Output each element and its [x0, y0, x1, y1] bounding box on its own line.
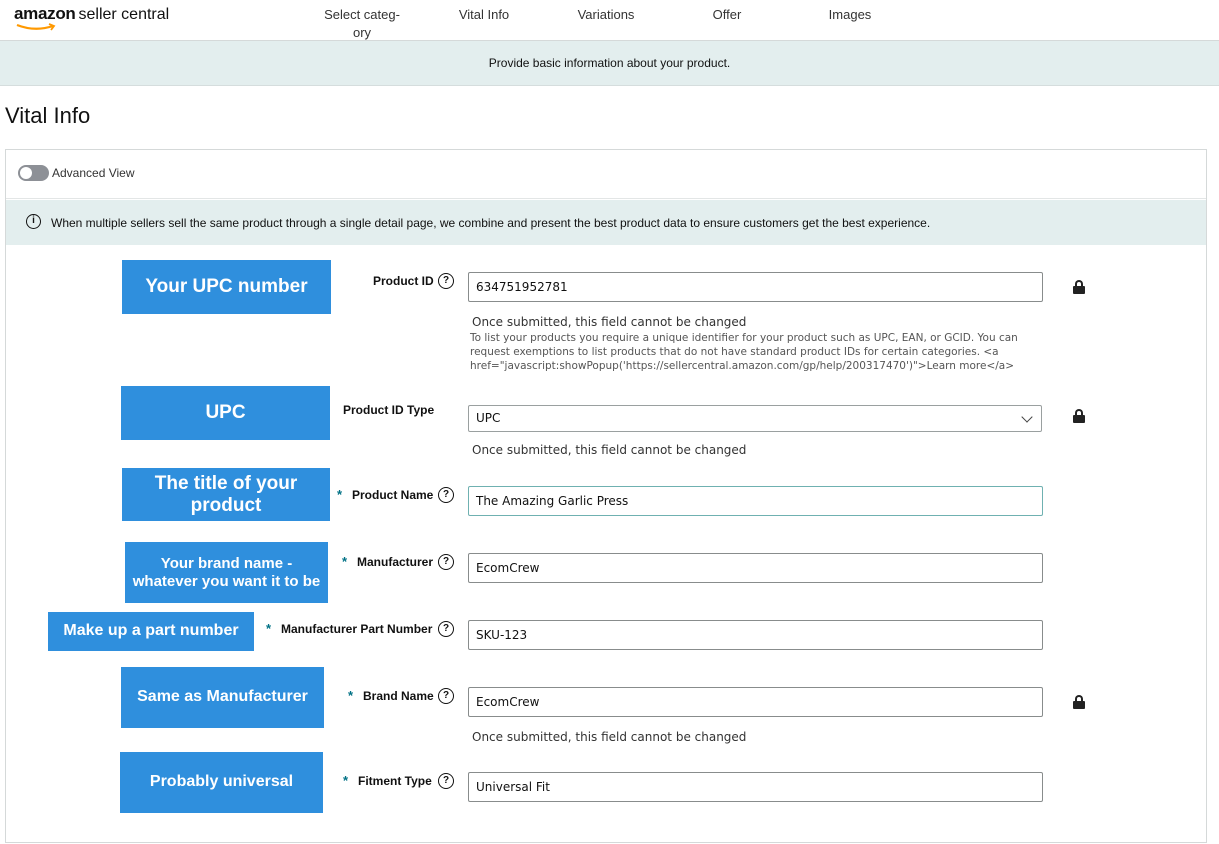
- callout-your-upc-number: Your UPC number: [122, 260, 331, 314]
- fitment-type-input[interactable]: Universal Fit: [468, 772, 1043, 802]
- step-select-category[interactable]: Select categ- ory: [324, 7, 400, 40]
- guidance-banner: [0, 41, 1219, 86]
- callout-upc: UPC: [121, 386, 330, 440]
- fitment-type-help-icon[interactable]: ?: [438, 773, 454, 789]
- info-notice: [6, 200, 1206, 245]
- brand-name-lock-icon: [1073, 695, 1085, 709]
- step-images[interactable]: Images: [828, 7, 872, 22]
- banner-text: Provide basic information about your product.: [488, 56, 731, 70]
- amazon-smile-icon: [15, 23, 59, 32]
- product-id-note: Once submitted, this field cannot be changed: [472, 315, 747, 329]
- part-number-required-mark: *: [266, 621, 272, 636]
- callout-probably-universal: Probably universal: [120, 752, 323, 813]
- brand-name-input[interactable]: EcomCrew: [468, 687, 1043, 717]
- product-id-help-icon[interactable]: ?: [438, 273, 454, 289]
- brand-name-label: Brand Name: [363, 689, 434, 703]
- part-number-label: Manufacturer Part Number: [281, 622, 433, 636]
- amazon-seller-central-logo[interactable]: [14, 4, 169, 30]
- product-id-type-select[interactable]: [468, 405, 1042, 432]
- product-id-input[interactable]: 634751952781: [468, 272, 1043, 302]
- product-name-help-icon[interactable]: ?: [438, 487, 454, 503]
- fitment-type-label: Fitment Type: [358, 774, 432, 788]
- product-name-required-mark: *: [337, 487, 343, 502]
- brand-name-note: Once submitted, this field cannot be changed: [472, 730, 747, 744]
- step-offer[interactable]: Offer: [712, 7, 742, 22]
- fitment-type-required-mark: *: [343, 773, 349, 788]
- step-variations[interactable]: Variations: [577, 7, 635, 22]
- top-navigation-bar: [0, 0, 1219, 41]
- product-id-type-label: Product ID Type: [343, 403, 435, 417]
- product-id-label: Product ID: [373, 274, 434, 288]
- manufacturer-input[interactable]: EcomCrew: [468, 553, 1043, 583]
- product-id-type-lock-icon: [1073, 409, 1085, 423]
- product-id-type-note: Once submitted, this field cannot be changed: [472, 443, 747, 457]
- manufacturer-help-icon[interactable]: ?: [438, 554, 454, 570]
- logo-amazon-text: amazon: [14, 4, 76, 23]
- brand-name-help-icon[interactable]: ?: [438, 688, 454, 704]
- info-icon: i: [26, 214, 41, 229]
- info-notice-text: When multiple sellers sell the same product through a single detail page, we combine and present the best product data to ensure customers get the best experience.: [51, 216, 931, 230]
- manufacturer-label: Manufacturer: [357, 555, 434, 569]
- page-title: Vital Info: [5, 103, 91, 128]
- advanced-view-row: [6, 150, 1206, 199]
- product-id-lock-icon: [1073, 280, 1085, 294]
- logo-seller-central-text: seller central: [78, 6, 170, 23]
- callout-same-as-manufacturer: Same as Manufacturer: [121, 667, 324, 728]
- advanced-view-toggle[interactable]: [18, 165, 49, 181]
- toggle-knob: [20, 167, 32, 179]
- product-name-input[interactable]: The Amazing Garlic Press: [468, 486, 1043, 516]
- callout-product-title: The title of your product: [122, 468, 330, 521]
- product-id-help-text: To list your products you require a unique identifier for your product such as UPC, EAN, or GCID. You can request exemptions to list products that do not have standard product IDs for certain categories. <a href="javascript:showPopup('https://sellercentral.amazon.com/gp/help/200317470')">Learn more</a>: [470, 332, 1018, 372]
- brand-name-required-mark: *: [348, 688, 354, 703]
- product-name-label: Product Name: [352, 488, 434, 502]
- advanced-view-label: Advanced View: [52, 166, 135, 180]
- step-vital-info[interactable]: Vital Info: [458, 7, 510, 22]
- callout-brand-name: Your brand name - whatever you want it to be: [125, 542, 328, 603]
- part-number-help-icon[interactable]: ?: [438, 621, 454, 637]
- callout-part-number: Make up a part number: [48, 612, 254, 651]
- manufacturer-required-mark: *: [342, 554, 348, 569]
- part-number-input[interactable]: SKU-123: [468, 620, 1043, 650]
- product-id-type-value: UPC: [476, 411, 501, 425]
- chevron-down-icon: [1021, 411, 1032, 422]
